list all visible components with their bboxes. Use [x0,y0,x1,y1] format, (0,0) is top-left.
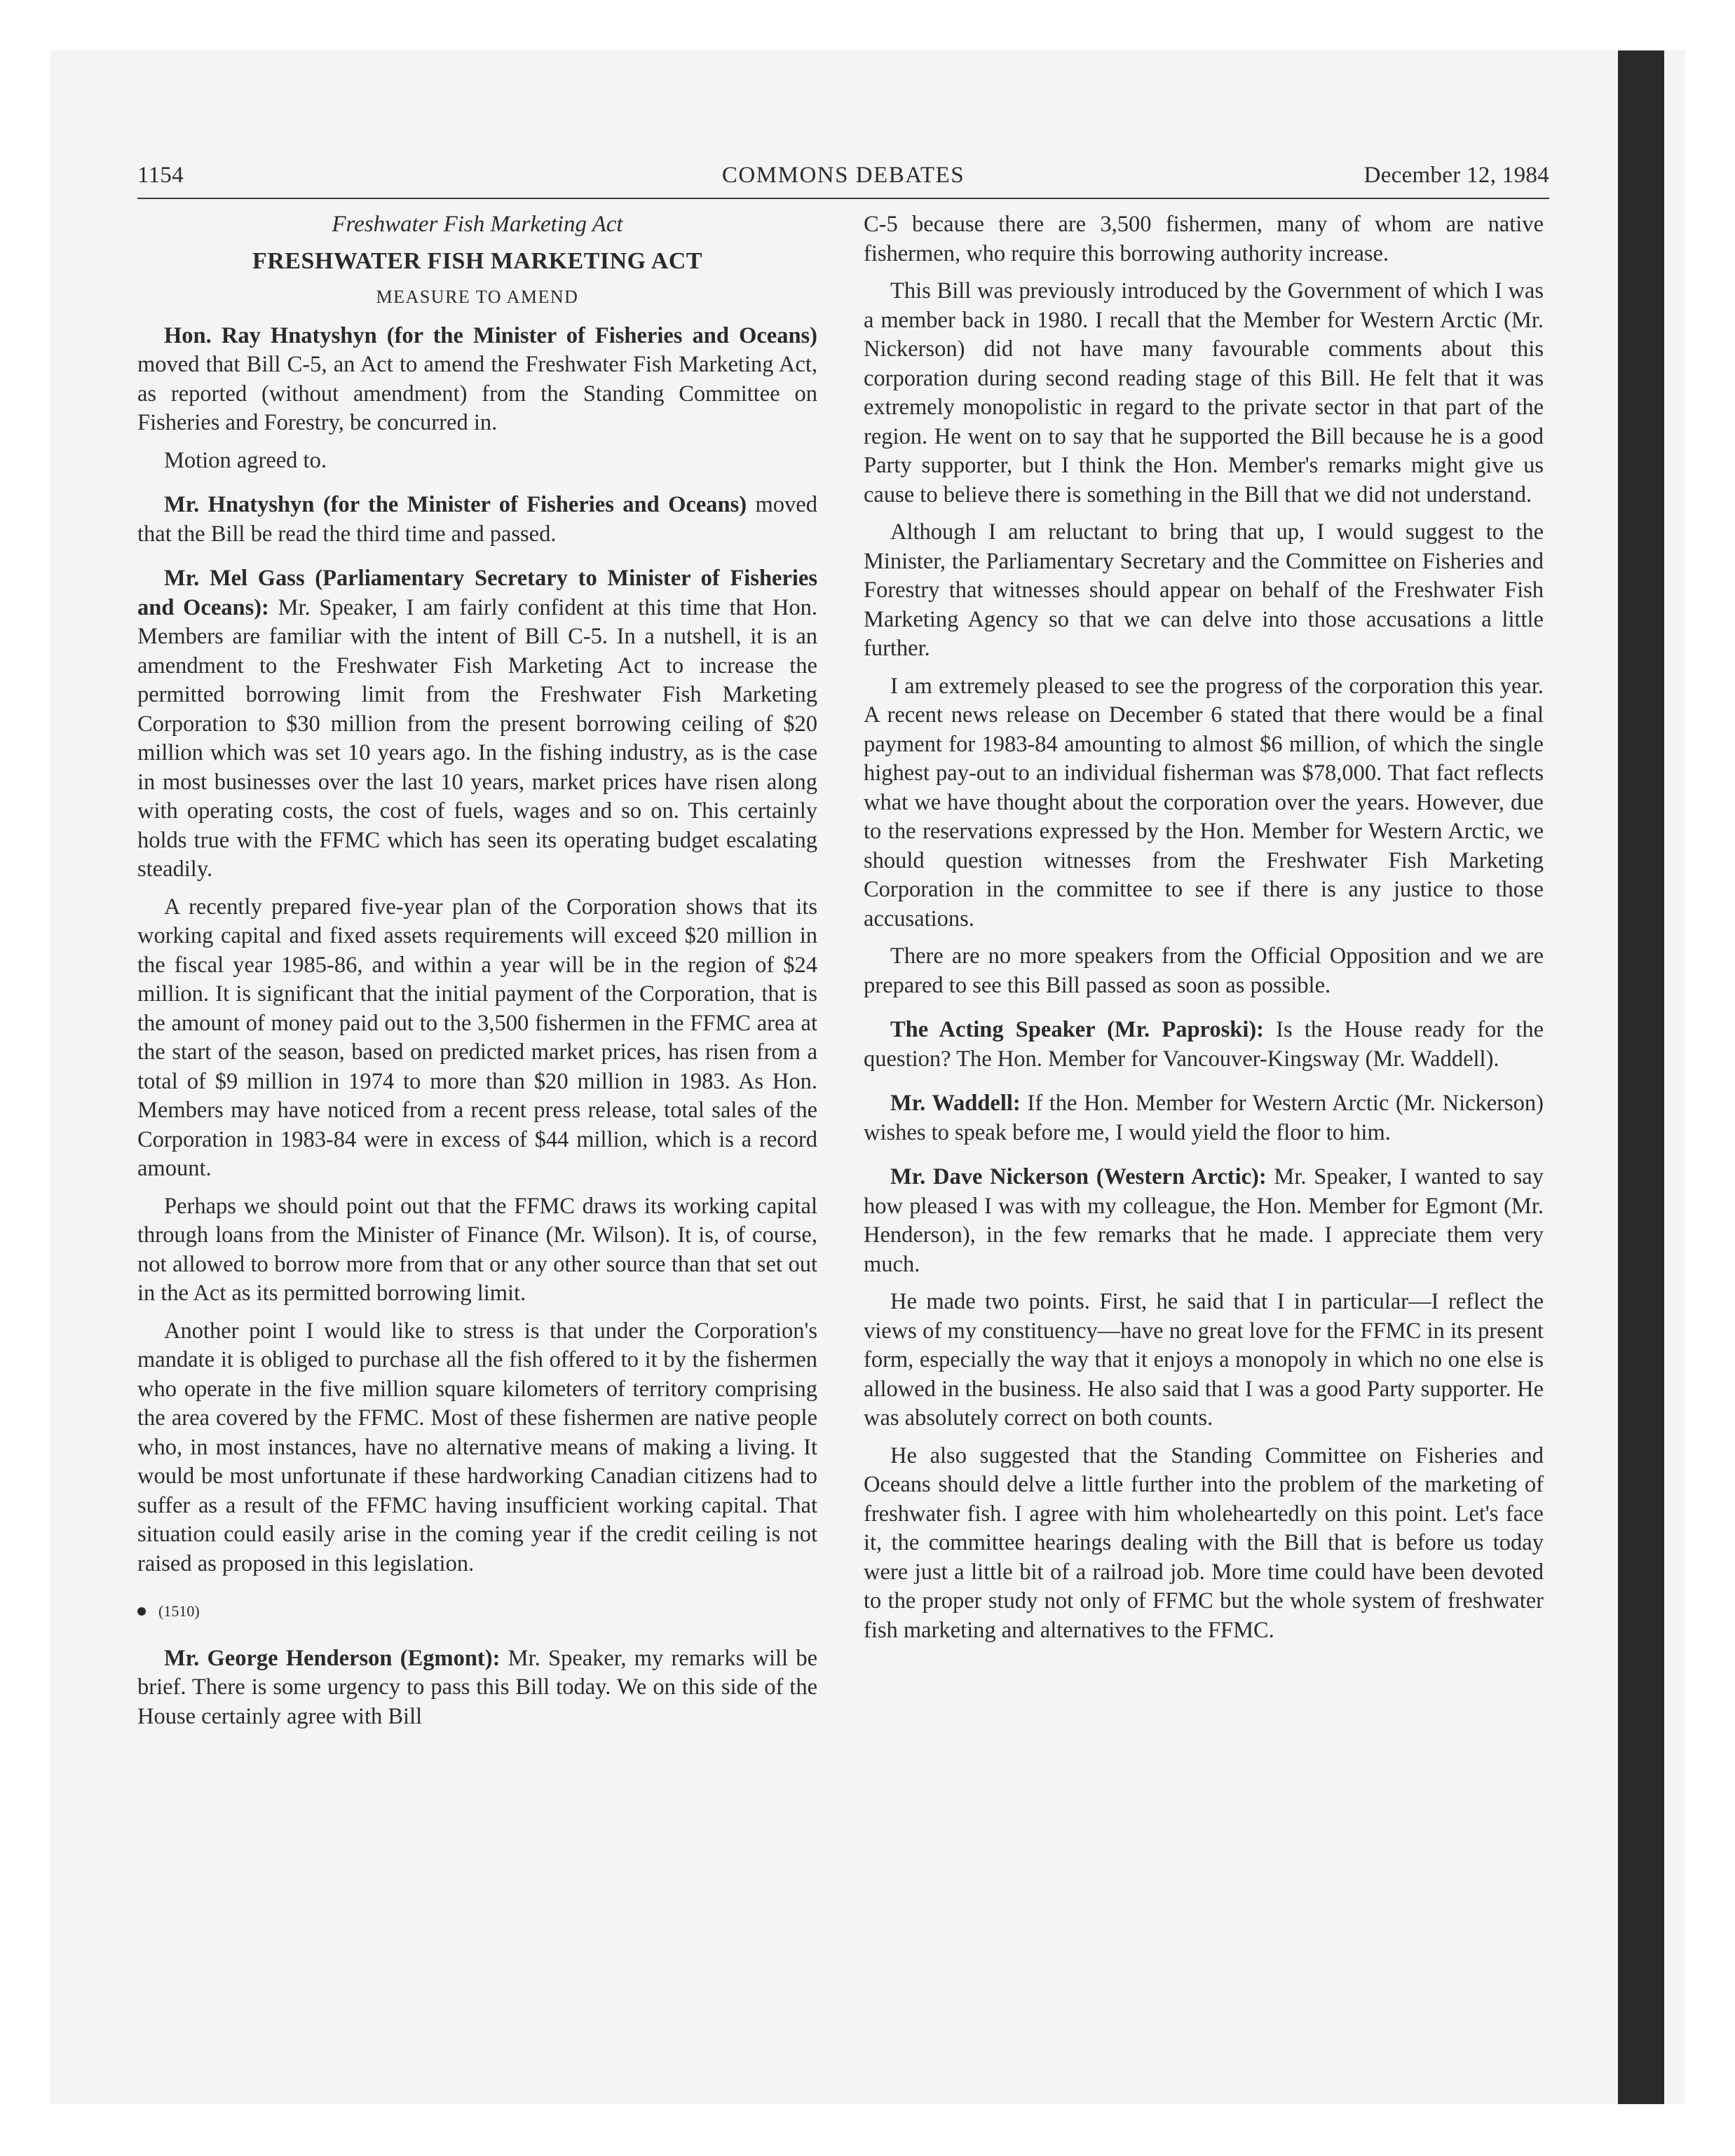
paragraph [137,1644,817,1732]
paragraph-text: Mr. Speaker, I am fairly confident at this time that Hon. Members are familiar with the intent of Bill C-5. In a nutshell, it is an amendment to the Freshwater Fish Marketing Act to increase the permitted borrowing limit from the Freshwater Fish Marketing Corporation to $30 million from the present borrowing ceiling of $20 million which was set 10 years ago. In the fishing industry, as is the case in most businesses over the last 10 years, market prices have risen along with operating costs, the cost of fuels, wages and so on. This certainly holds true with the FFMC which has seen its operating budget escalating steadily. [137,594,817,882]
paragraph [137,1317,817,1579]
scan-edge-shadow [1618,50,1664,2104]
paragraph-text: I am extremely pleased to see the progress of the corporation this year. A recent news release on December 6 stated that there would be a final payment for 1983-84 amounting to almost $6 million, of which the single highest pay-out to an individual fisherman was $78,000. That fact reflects what we have thought about the corporation over the years. However, due to the reservations expressed by the Hon. Member for Western Arctic, we should question witnesses from the Freshwater Fish Marketing Corporation in the committee to see if there is any justice to those accusations. [864,673,1544,932]
paragraph-text: He also suggested that the Standing Committee on Fisheries and Oceans should delve a little further into the problem of the marketing of freshwater fish. I agree with him wholeheartedly on this point. Let's face it, the committee hearings dealing with the Bill that is before us today were just a little bit of a railroad job. More time could have been devoted to the proper study not only of FFMC but the whole system of freshwater fish marketing and alternatives to the FFMC. [864,1442,1544,1643]
paragraph-text: If the Hon. Member for Western Arctic (Mr. Nickerson) wishes to speak before me, I would yield the floor to him. [864,1091,1544,1145]
paragraph [137,564,817,885]
paragraph [864,1016,1544,1074]
paragraph [864,942,1544,1000]
paragraph [864,672,1544,934]
speaker-name: Mr. Hnatyshyn (for the Minister of Fisheries and Oceans) [164,492,747,517]
time-marker [137,1597,817,1626]
paragraph [864,1163,1544,1279]
speaker-name: Mr. George Henderson (Egmont): [164,1645,501,1671]
paragraph [864,1089,1544,1147]
paragraph-text: Is the House ready for the question? The Hon. Member for Vancouver-Kingsway (Mr. Waddell). [864,1017,1544,1072]
section-kicker: Freshwater Fish Marketing Act [332,212,623,237]
running-head [137,163,1549,198]
paragraph-text: Perhaps we should point out that the FFMC draws its working capital through loans from the Minister of Finance (Mr. Wilson). It is, of course, not allowed to borrow more from that or any other source than that set out in the Act as its permitted borrowing limit. [137,1193,817,1306]
paragraph-text: A recently prepared five-year plan of the Corporation shows that its working capital and fixed assets requirements will exceed $20 million in the fiscal year 1985-86, and within a year will be in the region of $24 million. It is significant that the initial payment of the Corporation, that is the amount of money paid out to the 3,500 fishermen in the FFMC area at the start of the season, based on predicted market prices, has risen from a total of $9 million in 1974 to more than $20 million in 1983. As Hon. Members may have noticed from a recent press release, total sales of the Corporation in 1983-84 were in excess of $44 million, which is a record amount. [137,894,817,1181]
paragraph-text: There are no more speakers from the Official Opposition and we are prepared to see this Bill passed as soon as possible. [864,943,1544,998]
paragraph-text: Another point I would like to stress is that under the Corporation's mandate it is obliged to purchase all the fish offered to it by the fishermen who operate in the five million square kilometers of territory comprising the area covered by the FFMC. Most of these fishermen are native people who, in most instances, have no alternative means of making a living. It would be most unfortunate if these hardworking Canadian citizens had to suffer as a result of the FFMC having insufficient working capital. That situation could easily arise in the coming year if the credit ceiling is not raised as proposed in this legislation. [137,1318,817,1576]
section-headline: FRESHWATER FISH MARKETING ACT [252,247,703,274]
paragraph-text: Mr. Speaker, I wanted to say how pleased I was with my colleague, the Hon. Member for Egmont (Mr. Henderson), in the few remarks that he made. I appreciate them very much. [864,1164,1544,1277]
paragraph [864,1442,1544,1646]
paragraph [864,1288,1544,1433]
section-subheading: MEASURE TO AMEND [376,287,579,307]
paragraph [137,893,817,1184]
paragraph [137,322,817,438]
paragraph-text: moved that the Bill be read the third time and passed. [137,492,817,547]
paragraph [137,446,817,476]
speaker-name: Hon. Ray Hnatyshyn (for the Minister of Fisheries and Oceans) [164,322,817,348]
paragraph-text: Mr. Speaker, my remarks will be brief. There is some urgency to pass this Bill today. We on this side of the House certainly agree with Bill [137,1645,817,1729]
issue-date: December 12, 1984 [1363,163,1549,188]
paragraph [864,518,1544,664]
paragraph [137,1192,817,1309]
journal-title: COMMONS DEBATES [721,163,965,188]
paragraph-text: Although I am reluctant to bring that up, I would suggest to the Minister, the Parliamentary Secretary and the Committee on Fisheries and Forestry that witnesses should appear on behalf of the Freshwater Fish Marketing Agency so that we can delve into those accusations a little further. [864,519,1544,661]
bullet-dot-icon [137,1607,146,1616]
time-marker-label: (1510) [158,1602,200,1620]
speaker-name: Mr. Waddell: [890,1091,1021,1116]
paragraph-text: C-5 because there are 3,500 fishermen, many of whom are native fishermen, who require this borrowing authority increase. [864,212,1544,266]
header-rule [137,198,1549,199]
paragraph [864,277,1544,510]
speaker-name: The Acting Speaker (Mr. Paproski): [890,1017,1265,1042]
paragraph-text: Motion agreed to. [164,447,327,473]
paragraph-text: He made two points. First, he said that I in particular—I reflect the views of my constituency—have no great love for the FFMC in its present form, especially the way that it enjoys a monopoly in which no one else is allowed in the business. He also said that I was a good Party supporter. He was absolutely correct on both counts. [864,1289,1544,1431]
speaker-name: Mr. Dave Nickerson (Western Arctic): [890,1164,1267,1189]
right-column [864,210,1544,1653]
paragraph-text: This Bill was previously introduced by the Government of which I was a member back in 1980. I recall that the Member for Western Arctic (Mr. Nickerson) did not have many favourable comments about this corporation during second reading stage of this Bill. He felt that it was extremely monopolistic in regard to the private sector in that part of the region. He went on to say that he supported the Bill because he is a good Party supporter, but I think the Hon. Member's remarks might give us cause to believe there is something in the Bill that we did not understand. [864,278,1544,507]
paragraph [864,210,1544,268]
page-number: 1154 [137,163,184,188]
paragraph [137,491,817,549]
paragraph-text: moved that Bill C-5, an Act to amend the Freshwater Fish Marketing Act, as reported (without amendment) from the Standing Committee on Fisheries and Forestry, be concurred in. [137,352,817,435]
speaker-name: Mr. Mel Gass (Parliamentary Secretary to Minister of Fisheries and Oceans): [137,566,817,620]
left-column [137,210,817,1740]
